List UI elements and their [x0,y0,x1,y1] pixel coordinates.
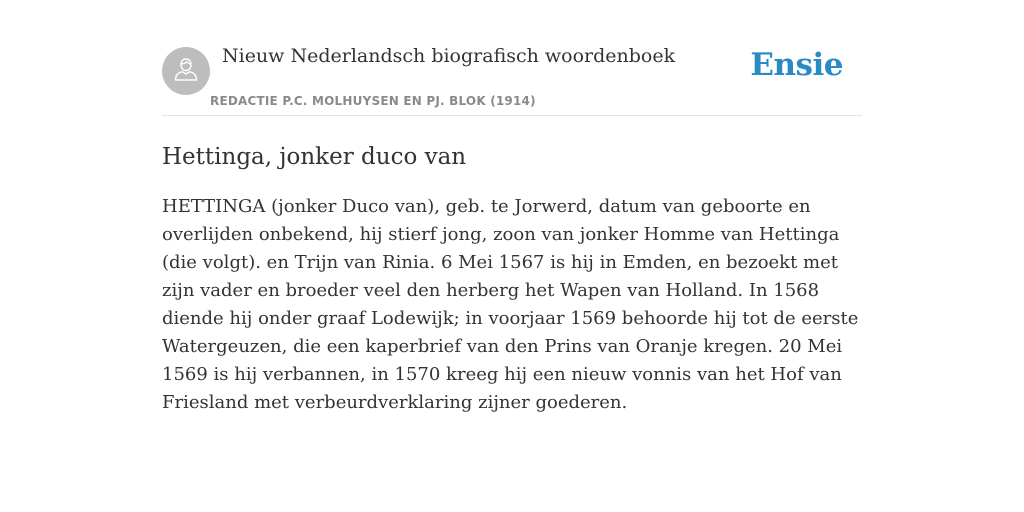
source-subtitle: REDACTIE P.C. MOLHUYSEN EN PJ. BLOK (1914) [210,94,536,108]
user-icon [172,55,200,88]
entry-card [162,0,862,417]
source-title[interactable]: Nieuw Nederlandsch biografisch woordenboek [222,45,676,67]
source-header [162,0,862,116]
entry-body: HETTINGA (jonker Duco van), geb. te Jorwerd, datum van geboorte en overlijden onbekend, hij stierf jong, zoon van jonker Homme van Hettinga (die volgt). en Trijn van Rinia. 6 Mei 1567 is hij in Emden, en bezoekt met zijn vader en broeder veel den herberg het Wapen van Holland. In 1568 diende hij onder graaf Lodewijk; in voorjaar 1569 behoorde hij tot de eerste Watergeuzen, die een kaperbrief van den Prins van Oranje kregen. 20 Mei 1569 is hij verbannen, in 1570 kreeg hij een nieuw vonnis van het Hof van Friesland met verbeurdverklaring zijner goederen. [162,196,859,413]
entry-title: Hettinga, jonker duco van [162,144,467,170]
source-avatar[interactable] [162,47,210,95]
ensie-logo[interactable]: Ensie [750,47,843,83]
